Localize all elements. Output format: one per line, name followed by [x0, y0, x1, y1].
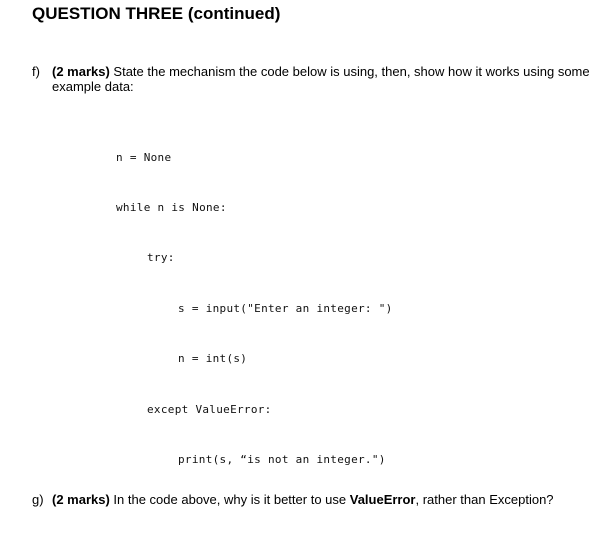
question-g-marks: (2 marks)	[52, 492, 110, 507]
question-g-text-after: , rather than Exception?	[415, 492, 554, 507]
question-g-text-block	[52, 492, 602, 507]
question-f-marks: (2 marks)	[52, 64, 110, 79]
question-g-text-before: In the code above, why is it better to use	[109, 492, 350, 507]
question-g-letter: g)	[32, 492, 44, 507]
code-snippet	[116, 116, 393, 486]
code-line: while n is None:	[116, 200, 227, 214]
code-line: n = None	[116, 150, 172, 164]
code-line: except ValueError:	[147, 402, 272, 416]
question-f-letter: f)	[32, 64, 40, 79]
code-line: n = int(s)	[178, 352, 248, 366]
section-heading: QUESTION THREE (continued)	[32, 4, 281, 23]
code-line: print(s, “is not an integer.")	[178, 452, 386, 466]
question-f-text-block	[52, 64, 592, 94]
question-g-emphasis: ValueError	[349, 492, 416, 507]
question-f-text: State the mechanism the code below is using, then, show how it works using some example data:	[52, 64, 590, 94]
question-g	[32, 492, 602, 507]
code-line: try:	[147, 251, 175, 265]
code-line: s = input("Enter an integer: ")	[178, 301, 393, 315]
question-f	[32, 64, 592, 94]
